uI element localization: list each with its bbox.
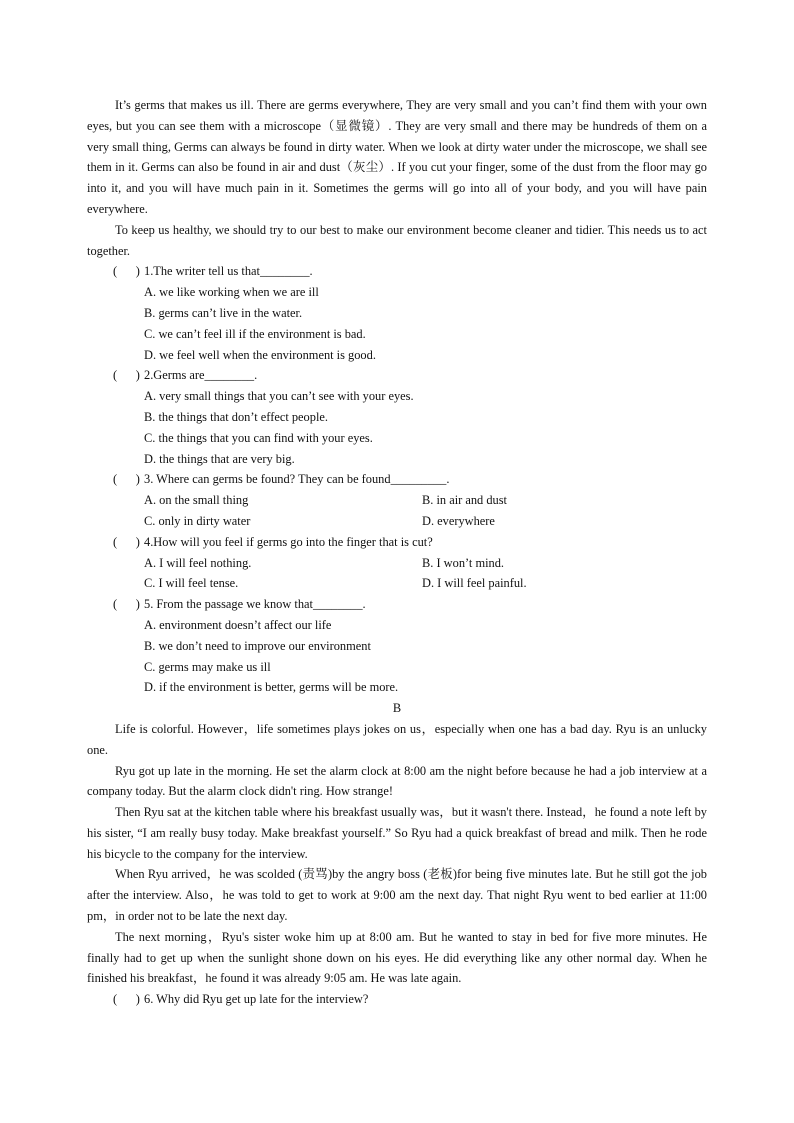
option-c: C. germs may make us ill (144, 659, 271, 674)
option-c: C. only in dirty water (144, 513, 251, 528)
option-b: B. germs can’t live in the water. (144, 305, 303, 320)
question-text: 1.The writer tell us that________. (144, 264, 313, 279)
question-5 (87, 594, 707, 615)
option-d: D. everywhere (422, 513, 495, 528)
question-text: 4.How will you feel if germs go into the finger that is cut? (144, 534, 433, 549)
option-row (87, 511, 707, 532)
option-b: B. I won’t mind. (422, 555, 505, 570)
option-d: D. if the environment is better, germs will be more. (144, 680, 399, 695)
question-text: 6. Why did Ryu get up late for the interview? (144, 992, 369, 1007)
question-3 (87, 469, 707, 490)
answer-blank[interactable]: ( ) (113, 597, 140, 612)
answer-blank[interactable]: ( ) (113, 534, 140, 549)
passage-b-paragraph-2: Ryu got up late in the morning. He set the alarm clock at 8:00 am the night before because he had a job interview at a company today. But the alarm clock didn't ring. How strange! (87, 763, 707, 799)
answer-blank[interactable]: ( ) (113, 368, 140, 383)
option-c: C. I will feel tense. (144, 576, 239, 591)
answer-blank[interactable]: ( ) (113, 992, 140, 1007)
passage-b-paragraph-1: Life is colorful. However，life sometimes plays jokes on us，especially when one has a bad day. Ryu is an unlucky one. (87, 721, 707, 757)
answer-blank[interactable]: ( ) (113, 264, 140, 279)
option-b: B. in air and dust (422, 493, 508, 508)
answer-blank[interactable]: ( ) (113, 472, 140, 487)
option-d: D. we feel well when the environment is good. (144, 347, 376, 362)
passage-b-paragraph-5: The next morning，Ryu's sister woke him up at 8:00 am. But he wanted to stay in bed for five more minutes. He finally had to get up when the sunlight shone down on his eyes. He did everything like any other normal day. When he finished his breakfast，he found it was already 9:05 am. He was late again. (87, 929, 707, 986)
option-row (87, 553, 707, 574)
option-a: A. I will feel nothing. (144, 555, 252, 570)
option-a: A. very small things that you can’t see with your eyes. (144, 389, 414, 404)
question-text: 5. From the passage we know that________. (144, 597, 366, 612)
question-text: 3. Where can germs be found? They can be found_________. (144, 472, 450, 487)
question-6 (87, 989, 707, 1010)
option-d: D. I will feel painful. (422, 576, 527, 591)
passage-b-paragraph-4: When Ryu arrived，he was scolded (责骂)by the angry boss (老板)for being five minutes late. But he still got the job after the interview. Also，he was told to get to work at 9:00 am the next day. That night Ryu went to bed earlier at 11:00 pm，in order not to be late the next day. (87, 867, 707, 924)
option-d: D. the things that are very big. (144, 451, 295, 466)
passage-b-heading: B (392, 701, 402, 716)
option-row (87, 573, 707, 594)
passage-b-paragraph-3: Then Ryu sat at the kitchen table where his breakfast usually was，but it wasn't there. Instead，he found a note left by his sister, “I am really busy today. Make breakfast yourself.” So Ryu had a quick breakfast of bread and milk. Then he rode his bicycle to the company for the interview. (87, 805, 707, 861)
option-b: B. we don’t need to improve our environment (144, 638, 371, 653)
option-c: C. we can’t feel ill if the environment is bad. (144, 326, 366, 341)
option-c: C. the things that you can find with your eyes. (144, 430, 373, 445)
question-1 (87, 261, 707, 282)
question-text: 2.Germs are________. (144, 368, 258, 383)
passage-a-paragraph-2: To keep us healthy, we should try to our best to make our environment become cleaner and tidier. This needs us to act together. (87, 222, 707, 258)
option-row (87, 490, 707, 511)
option-a: A. on the small thing (144, 493, 249, 508)
question-2 (87, 365, 707, 386)
worksheet-page (87, 95, 707, 1010)
option-a: A. environment doesn’t affect our life (144, 617, 332, 632)
question-4 (87, 532, 707, 553)
option-b: B. the things that don’t effect people. (144, 409, 328, 424)
option-a: A. we like working when we are ill (144, 285, 319, 300)
passage-a-paragraph-1: It’s germs that makes us ill. There are germs everywhere, They are very small and you can’t find them with your own eyes, but you can see them with a microscope（显微镜）. They are very small and there may be hundreds of them on a very small thing, Germs can always be found in dirty water. When we look at dirty water under the microscope, we shall see them in it. Germs can also be found in air and dust（灰尘）. If you cut your finger, some of the dust from the floor may go into it, and you will have much pain in it. Sometimes the germs will go into all of your body, and you will have pain everywhere. (87, 98, 707, 216)
